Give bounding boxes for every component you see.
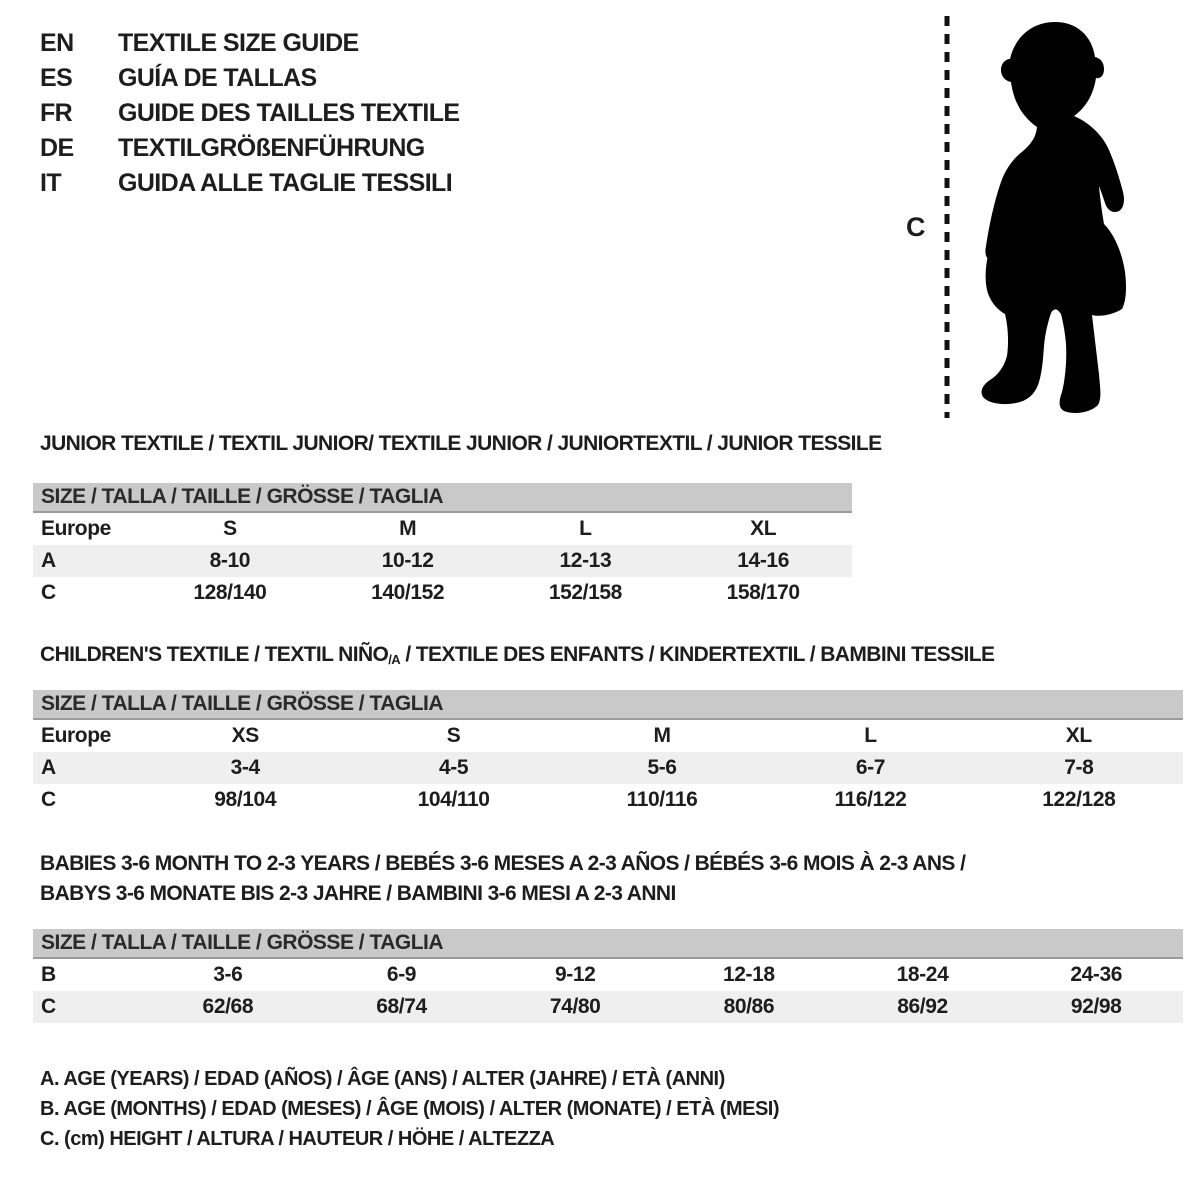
table-cell: 24-36 (1070, 963, 1123, 986)
lang-title: TEXTILGRÖßENFÜHRUNG (118, 134, 425, 162)
table-cell: L (864, 724, 877, 747)
row-label: Europe (41, 517, 111, 540)
lang-title: GUIDA ALLE TAGLIE TESSILI (118, 169, 453, 197)
table-cell: 104/110 (417, 788, 490, 811)
children-section-title (40, 643, 994, 667)
row-label: C (41, 581, 56, 604)
table-cell: 122/128 (1042, 788, 1116, 811)
lang-code: IT (40, 169, 62, 197)
table-cell: 110/116 (626, 788, 698, 811)
table-cell: 92/98 (1070, 995, 1122, 1018)
table-cell: 3-6 (213, 963, 243, 986)
row-label: B (41, 963, 56, 986)
table-cell: XL (750, 517, 777, 540)
lang-code: EN (40, 29, 74, 57)
table-cell: 3-4 (230, 756, 260, 779)
table-cell: 7-8 (1064, 756, 1094, 779)
language-title-list (40, 26, 460, 201)
table-row (33, 784, 1183, 816)
babies-section-title (40, 849, 965, 909)
table-cell: 6-7 (855, 756, 885, 779)
lang-title: TEXTILE SIZE GUIDE (118, 29, 359, 57)
table-cell: 86/92 (897, 995, 948, 1018)
lang-title: GUIDE DES TAILLES TEXTILE (118, 99, 460, 127)
table-row (33, 752, 1183, 784)
row-label: Europe (41, 724, 111, 747)
table-cell: 116/122 (834, 788, 907, 811)
size-table-header: SIZE / TALLA / TAILLE / GRÖSSE / TAGLIA (33, 483, 852, 513)
junior-section-title: JUNIOR TEXTILE / TEXTIL JUNIOR/ TEXTILE JUNIOR / JUNIORTEXTIL / JUNIOR TESSILE (40, 432, 882, 455)
table-cell: XL (1065, 724, 1092, 747)
table-cell: M (653, 724, 671, 747)
babies-title-line1: BABIES 3-6 MONTH TO 2-3 YEARS / BEBÉS 3-6 MESES A 2-3 AÑOS / BÉBÉS 3-6 MOIS À 2-3 ANS / (40, 852, 966, 875)
table-cell: S (223, 517, 237, 540)
table-cell: 74/80 (549, 995, 601, 1018)
table-cell: XS (231, 724, 259, 747)
legend-line-b: B. AGE (MONTHS) / EDAD (MESES) / ÂGE (MOIS) / ALTER (MONATE) / ETÀ (MESI) (40, 1098, 780, 1120)
babies-title-line2: BABYS 3-6 MONATE BIS 2-3 JAHRE / BAMBINI 3-6 MESI A 2-3 ANNI (40, 882, 676, 905)
children-size-table (33, 690, 1183, 816)
table-cell: 12-18 (722, 963, 775, 986)
table-cell: 62/68 (202, 995, 254, 1018)
table-cell: 98/104 (214, 788, 277, 811)
lang-code: ES (40, 64, 73, 92)
table-row (33, 959, 1183, 991)
junior-size-table (33, 483, 852, 609)
table-cell: M (399, 517, 417, 540)
table-cell: 8-10 (209, 549, 251, 572)
table-cell: 9-12 (554, 963, 596, 986)
table-cell: 68/74 (376, 995, 427, 1018)
table-cell: 140/152 (371, 581, 445, 604)
table-cell: 128/140 (193, 581, 267, 604)
children-title-text: / TEXTILE DES ENFANTS / KINDERTEXTIL / BAMBINI TESSILE (400, 643, 995, 666)
table-cell: S (446, 724, 461, 747)
row-label: C (41, 788, 56, 811)
table-row (33, 720, 1183, 752)
table-cell: L (579, 517, 592, 540)
size-table-header: SIZE / TALLA / TAILLE / GRÖSSE / TAGLIA (33, 929, 1183, 959)
table-cell: 152/158 (548, 581, 622, 604)
table-cell: 80/86 (723, 995, 775, 1018)
table-cell: 12-13 (559, 549, 612, 572)
toddler-silhouette-image (962, 12, 1142, 422)
row-label: C (41, 995, 56, 1018)
measurement-legend (40, 1064, 779, 1154)
legend-line-a: A. AGE (YEARS) / EDAD (AÑOS) / ÂGE (ANS) / ALTER (JAHRE) / ETÀ (ANNI) (40, 1068, 725, 1090)
children-title-text: CHILDREN'S TEXTILE / TEXTIL NIÑO (40, 643, 389, 666)
children-title-subscript: /A (388, 652, 401, 667)
lang-code: DE (40, 134, 74, 162)
row-label: A (41, 549, 56, 572)
table-row (33, 577, 852, 609)
lang-title: GUÍA DE TALLAS (118, 64, 317, 92)
measure-label-c: C (906, 212, 925, 242)
table-cell: 5-6 (647, 756, 677, 779)
table-cell: 4-5 (439, 756, 469, 779)
table-cell: 158/170 (726, 581, 800, 604)
row-label: A (41, 756, 56, 779)
height-measure-dashed-line (944, 16, 950, 418)
lang-code: FR (40, 99, 73, 127)
table-cell: 18-24 (896, 963, 949, 986)
table-cell: 6-9 (386, 963, 417, 986)
size-table-header: SIZE / TALLA / TAILLE / GRÖSSE / TAGLIA (33, 690, 1183, 720)
table-row (33, 513, 852, 545)
table-cell: 14-16 (737, 549, 789, 572)
table-cell: 10-12 (381, 549, 434, 572)
table-row (33, 991, 1183, 1023)
table-row (33, 545, 852, 577)
babies-size-table (33, 929, 1183, 1023)
legend-line-c: C. (cm) HEIGHT / ALTURA / HAUTEUR / HÖHE / ALTEZZA (40, 1128, 555, 1150)
